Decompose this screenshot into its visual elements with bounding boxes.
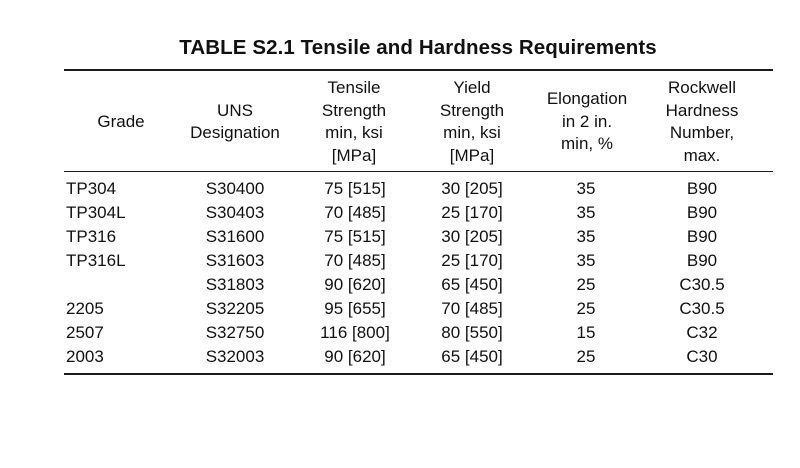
table-row bbox=[0, 297, 800, 321]
cell-yield: 25 [170] bbox=[441, 251, 503, 270]
cell-tensile: 90 [620] bbox=[324, 275, 386, 294]
header-uns-designation: UNS Designation bbox=[190, 100, 280, 142]
cell-tensile: 70 [485] bbox=[324, 203, 386, 222]
cell-yield: 80 [550] bbox=[441, 323, 503, 342]
cell-elongation: 35 bbox=[576, 227, 596, 246]
cell-elongation: 25 bbox=[576, 347, 596, 366]
cell-grade: TP304 bbox=[66, 179, 117, 198]
table-row bbox=[0, 177, 800, 201]
cell-grade: TP316 bbox=[66, 227, 117, 246]
cell-uns: S31603 bbox=[205, 251, 265, 270]
table-row bbox=[0, 273, 800, 297]
header-elongation: Elongation in 2 in. min, % bbox=[546, 89, 628, 154]
cell-tensile: 75 [515] bbox=[324, 227, 386, 246]
cell-rockwell: C30.5 bbox=[679, 299, 725, 318]
cell-grade: TP304L bbox=[66, 203, 126, 222]
table-row bbox=[0, 225, 800, 249]
header-grade: Grade bbox=[97, 111, 145, 131]
cell-grade: TP316L bbox=[66, 251, 126, 270]
cell-tensile: 90 [620] bbox=[324, 347, 386, 366]
cell-rockwell: B90 bbox=[686, 179, 718, 198]
cell-elongation: 25 bbox=[576, 275, 596, 294]
cell-rockwell: C32 bbox=[686, 323, 718, 342]
cell-yield: 65 [450] bbox=[441, 347, 503, 366]
cell-tensile: 75 [515] bbox=[324, 179, 386, 198]
table-row bbox=[0, 345, 800, 369]
cell-uns: S30400 bbox=[205, 179, 265, 198]
header-rule bbox=[64, 171, 773, 172]
cell-grade: 2205 bbox=[66, 299, 104, 318]
table-row bbox=[0, 321, 800, 345]
cell-uns: S32205 bbox=[205, 299, 265, 318]
cell-elongation: 25 bbox=[576, 299, 596, 318]
cell-tensile: 70 [485] bbox=[324, 251, 386, 270]
cell-rockwell: C30 bbox=[686, 347, 718, 366]
cell-uns: S31600 bbox=[205, 227, 265, 246]
cell-grade: 2003 bbox=[66, 347, 104, 366]
cell-tensile: 116 [800] bbox=[320, 323, 390, 342]
header-rockwell-hardness: Rockwell Hardness Number, max. bbox=[665, 78, 739, 165]
table-row bbox=[0, 201, 800, 225]
cell-rockwell: B90 bbox=[686, 227, 718, 246]
cell-uns: S31803 bbox=[205, 275, 265, 294]
cell-yield: 25 [170] bbox=[441, 203, 503, 222]
cell-grade: 2507 bbox=[66, 323, 104, 342]
header-yield-strength: Yield Strength min, ksi [MPa] bbox=[439, 78, 505, 165]
table-row bbox=[0, 249, 800, 273]
cell-elongation: 15 bbox=[576, 323, 596, 342]
cell-rockwell: B90 bbox=[686, 251, 718, 270]
cell-uns: S30403 bbox=[205, 203, 265, 222]
cell-yield: 30 [205] bbox=[441, 227, 503, 246]
bottom-rule bbox=[64, 373, 773, 375]
cell-yield: 65 [450] bbox=[441, 275, 503, 294]
cell-yield: 70 [485] bbox=[441, 299, 503, 318]
cell-elongation: 35 bbox=[576, 203, 596, 222]
cell-uns: S32750 bbox=[205, 323, 265, 342]
cell-rockwell: C30.5 bbox=[679, 275, 725, 294]
cell-tensile: 95 [655] bbox=[324, 299, 386, 318]
cell-elongation: 35 bbox=[576, 179, 596, 198]
cell-uns: S32003 bbox=[205, 347, 265, 366]
cell-rockwell: B90 bbox=[686, 203, 718, 222]
top-rule bbox=[64, 69, 773, 71]
cell-elongation: 35 bbox=[576, 251, 596, 270]
header-tensile-strength: Tensile Strength min, ksi [MPa] bbox=[321, 78, 387, 165]
cell-yield: 30 [205] bbox=[441, 179, 503, 198]
table-title: TABLE S2.1 Tensile and Hardness Requirements bbox=[179, 36, 657, 59]
